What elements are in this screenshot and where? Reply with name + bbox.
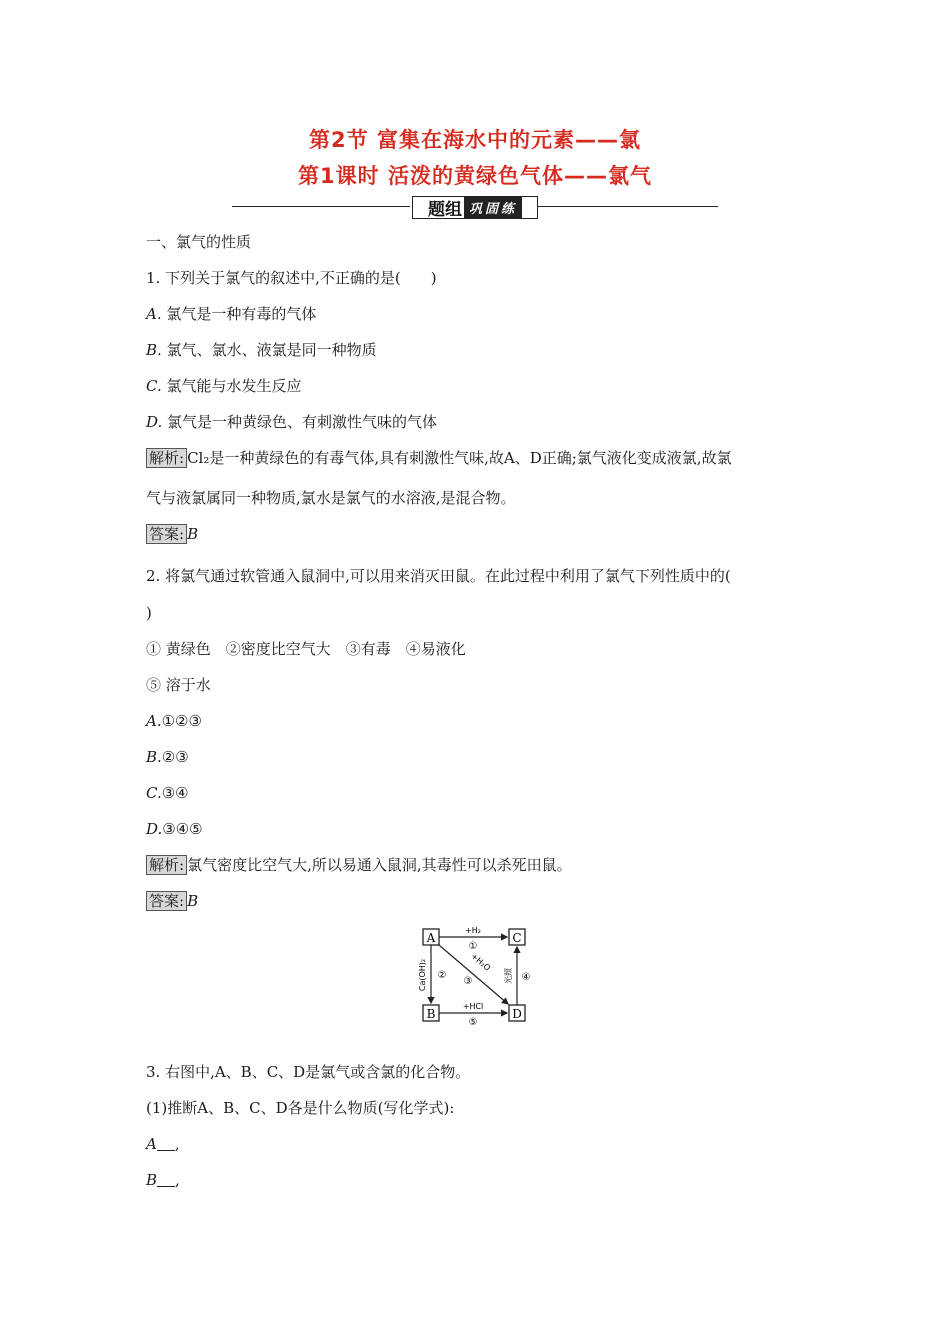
- q1-option-b: B. 氯气、氯水、液氯是同一种物质: [146, 341, 377, 359]
- edge-ab-num: ②: [437, 970, 447, 981]
- edge-ab-label: Ca(OH)₂: [418, 958, 427, 992]
- q1-option-a: A. 氯气是一种有毒的气体: [146, 305, 317, 323]
- edge-dc-label: 光照: [504, 968, 513, 984]
- section-heading: 一、氯气的性质: [146, 233, 252, 251]
- page-title: 第2节 富集在海水中的元素——氯: [309, 128, 641, 152]
- q2-analysis: [146, 855, 572, 875]
- q2-option-b-text: ②③: [161, 748, 189, 766]
- q3-blank-a-letter: A: [146, 1135, 157, 1153]
- q2-option-a: A.①②③: [146, 712, 202, 730]
- edge-ad-label: +H₂O: [469, 951, 493, 973]
- q2-option-a-text: ①②③: [161, 712, 202, 730]
- edge-ac-num: ①: [468, 941, 478, 952]
- answer-blank-b[interactable]: [157, 1172, 175, 1187]
- node-a: A: [426, 931, 436, 945]
- node-d: D: [512, 1007, 522, 1021]
- q1-analysis-text: Cl₂是一种黄绿色的有毒气体,具有刺激性气味,故A、D正确;氯气液化变成液氯,故氯: [187, 449, 732, 467]
- q2-properties-cont: ⑤ 溶于水: [146, 676, 211, 694]
- q2-option-c: C.③④: [146, 784, 189, 802]
- q2-answer: [146, 891, 198, 911]
- banner-rule-left: [232, 206, 410, 207]
- node-c: C: [512, 931, 522, 945]
- q1-analysis-cont: 气与液氯属同一种物质,氯水是氯气的水溶液,是混合物。: [146, 489, 516, 507]
- answer-tag: 答案:: [146, 524, 187, 544]
- q3-blank-b-comma: ,: [175, 1171, 180, 1189]
- q1-stem: 1. 下列关于氯气的叙述中,不正确的是( ): [146, 269, 437, 287]
- q2-option-b: B.②③: [146, 748, 189, 766]
- edge-ad-num: ③: [463, 976, 473, 987]
- q3-blank-a: [146, 1134, 180, 1154]
- banner-rule-right: [538, 206, 718, 207]
- q3-blank-b: [146, 1170, 180, 1190]
- exercise-banner: [232, 196, 718, 218]
- q3-blank-b-letter: B: [146, 1171, 158, 1189]
- q2-stem-cont: ): [146, 604, 152, 622]
- q2-option-d: D.③④⑤: [146, 820, 203, 838]
- analysis-tag: 解析:: [146, 855, 187, 875]
- q1-answer-value: B: [187, 525, 199, 543]
- q2-analysis-text: 氯气密度比空气大,所以易通入鼠洞,其毒性可以杀死田鼠。: [187, 856, 572, 874]
- q1-option-b-text: 氯气、氯水、液氯是同一种物质: [166, 341, 377, 359]
- edge-ac-label: +H₂: [465, 926, 481, 935]
- banner-label: 题组: [427, 200, 462, 220]
- q1-analysis: [146, 448, 732, 468]
- edge-bd-num: ⑤: [468, 1017, 478, 1028]
- q1-option-d: D. 氯气是一种黄绿色、有刺激性气味的气体: [146, 413, 438, 431]
- banner-tag: 巩固练: [464, 197, 522, 218]
- q3-blank-a-comma: ,: [174, 1135, 180, 1153]
- q3-sub1: (1)推断A、B、C、D各是什么物质(写化学式):: [146, 1099, 455, 1117]
- q1-answer: [146, 524, 198, 544]
- page-subtitle: 第1课时 活泼的黄绿色气体——氯气: [298, 164, 652, 188]
- reaction-diagram: [412, 920, 536, 1030]
- answer-blank-a[interactable]: [157, 1136, 175, 1151]
- q1-option-a-text: 氯气是一种有毒的气体: [166, 305, 317, 323]
- q3-stem: 3. 右图中,A、B、C、D是氯气或含氯的化合物。: [146, 1063, 471, 1081]
- q2-option-c-text: ③④: [161, 784, 189, 802]
- q2-properties: ① 黄绿色 ②密度比空气大 ③有毒 ④易液化: [146, 640, 466, 658]
- q2-answer-value: B: [187, 892, 199, 910]
- q2-stem: 2. 将氯气通过软管通入鼠洞中,可以用来消灭田鼠。在此过程中利用了氯气下列性质中的(: [146, 567, 731, 585]
- q1-option-d-text: 氯气是一种黄绿色、有刺激性气味的气体: [167, 413, 438, 431]
- q1-option-c-text: 氯气能与水发生反应: [166, 377, 302, 395]
- node-b: B: [426, 1007, 436, 1021]
- analysis-tag: 解析:: [146, 448, 187, 468]
- edge-dc-num: ④: [521, 972, 531, 983]
- answer-tag: 答案:: [146, 891, 187, 911]
- q1-option-c: C. 氯气能与水发生反应: [146, 377, 302, 395]
- edge-bd-label: +HCl: [462, 1002, 484, 1011]
- q2-option-d-text: ③④⑤: [162, 820, 203, 838]
- banner-box: [412, 196, 538, 219]
